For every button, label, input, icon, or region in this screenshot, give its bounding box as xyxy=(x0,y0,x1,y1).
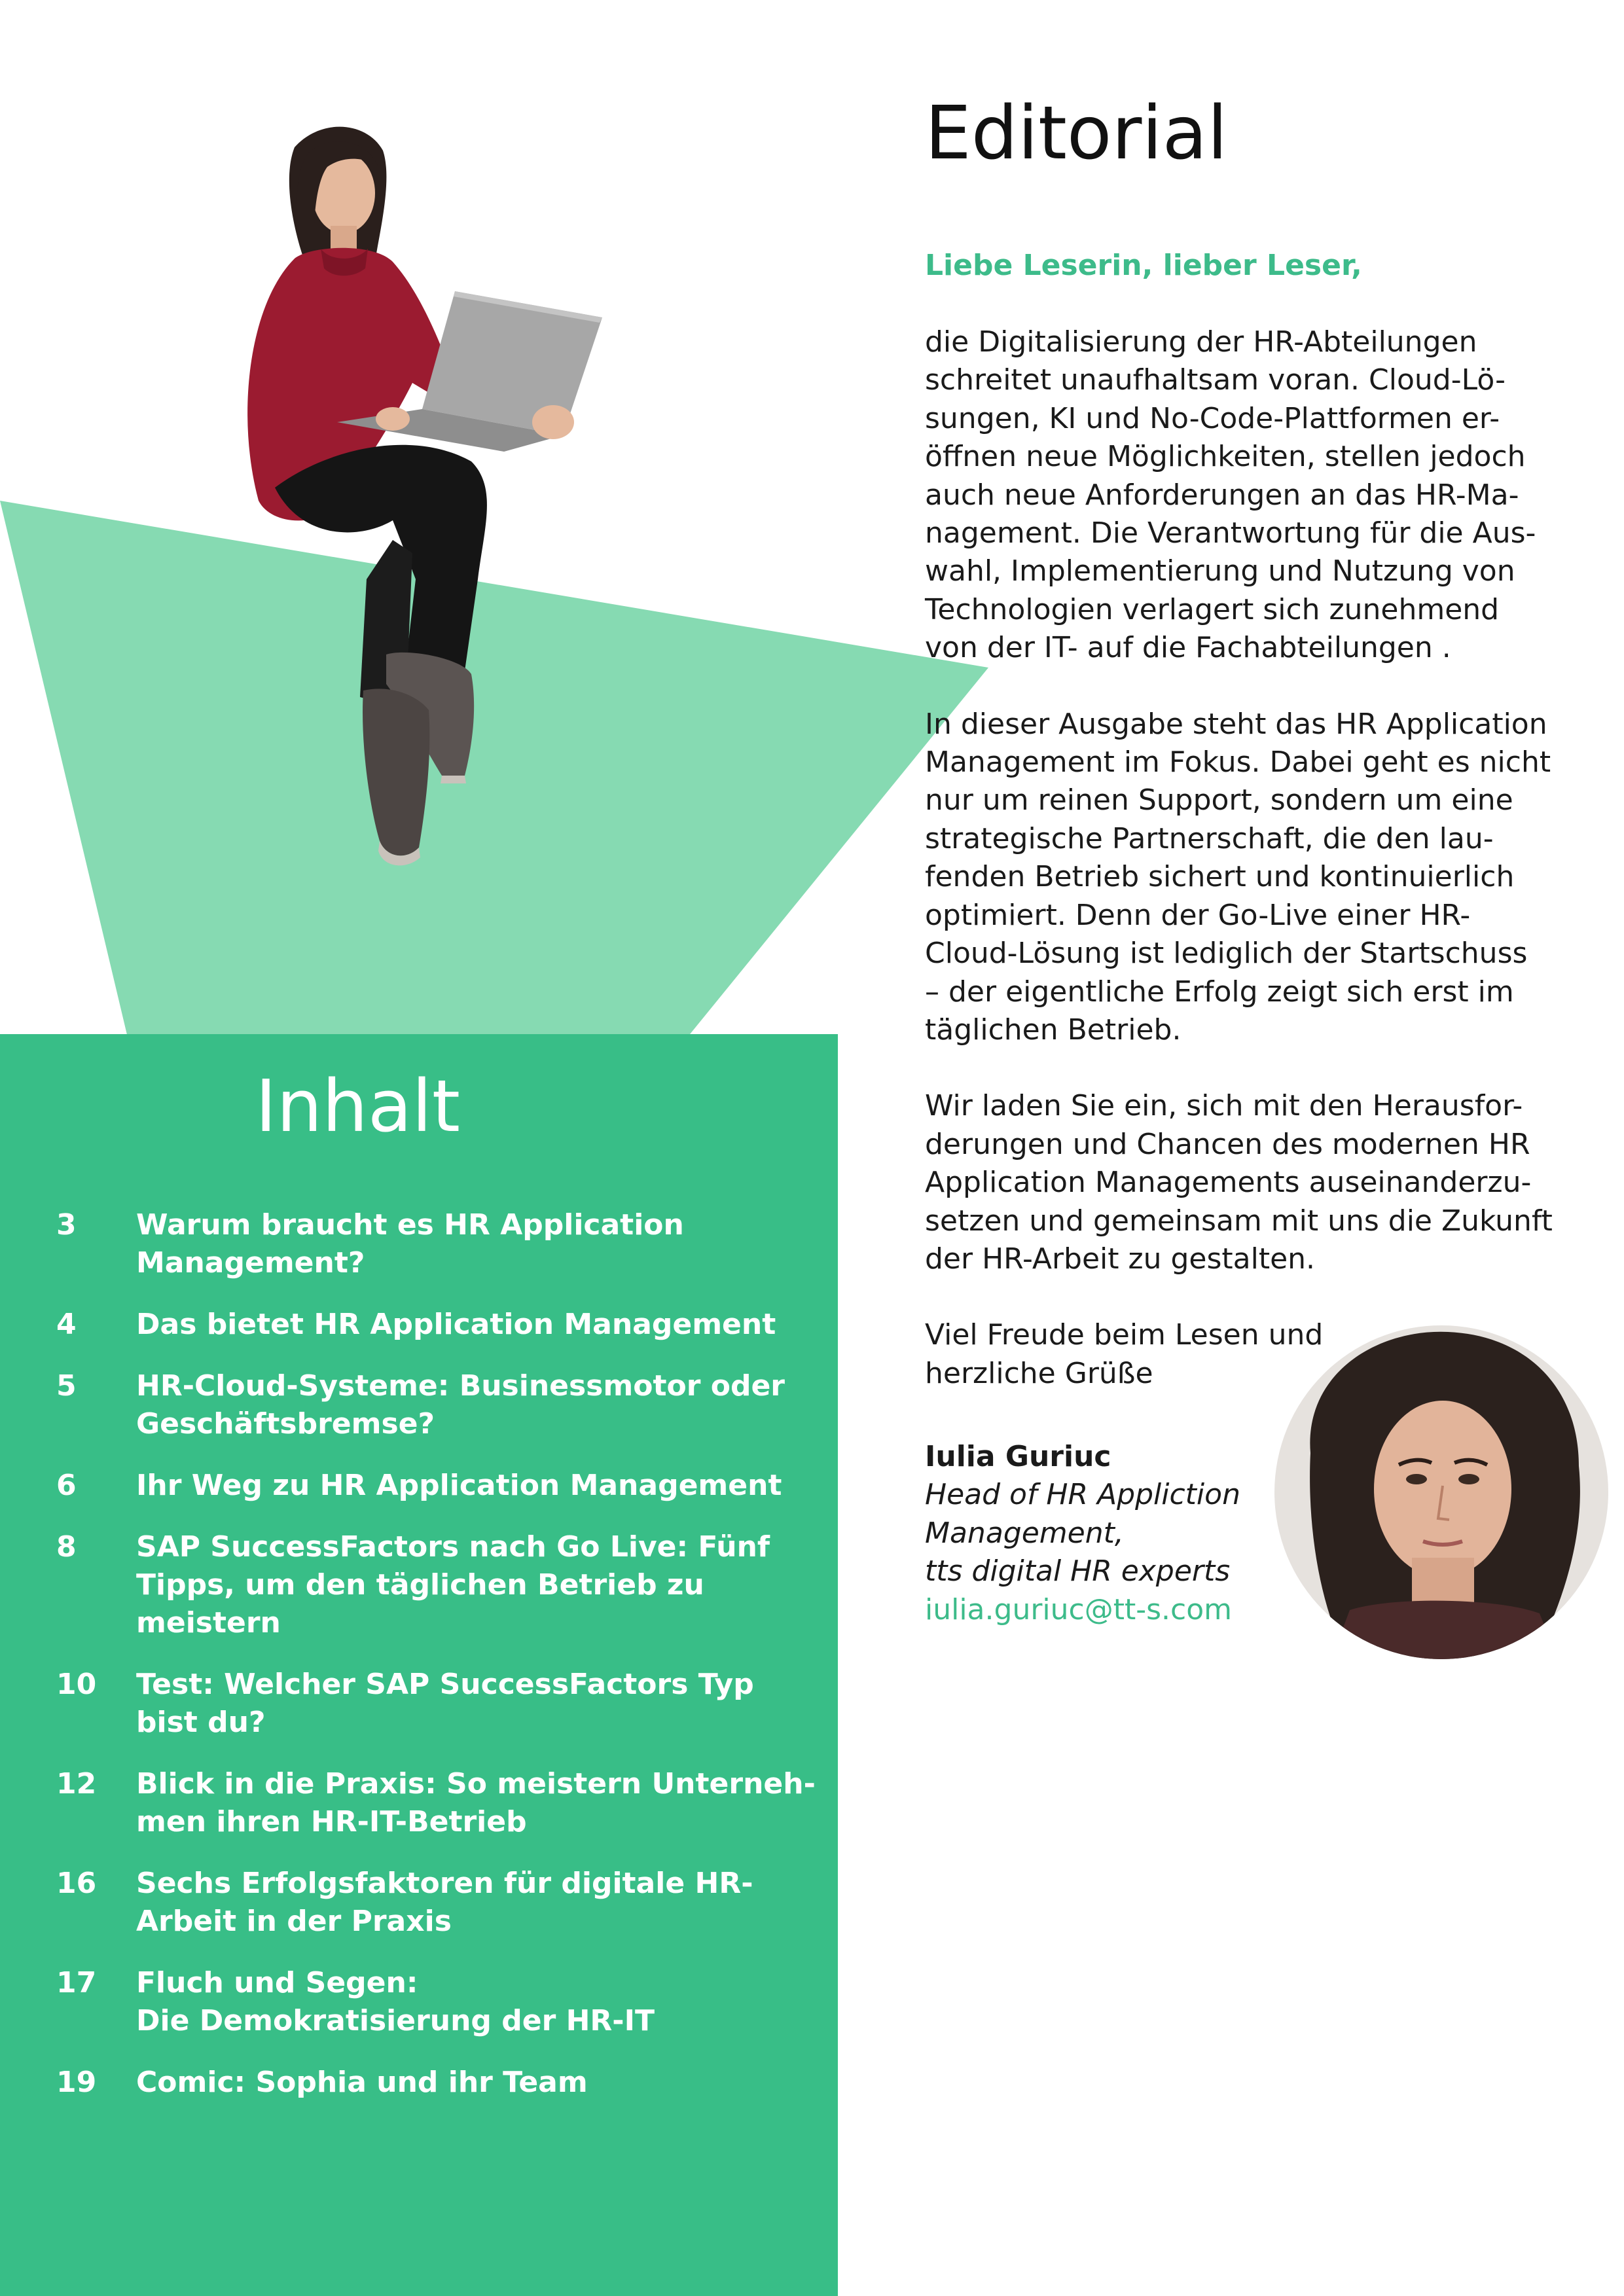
toc-title-line: men ihren HR-IT-Betrieb xyxy=(136,1805,527,1839)
editorial-body xyxy=(925,323,1586,1431)
author-role-line: Head of HR Appliction xyxy=(925,1478,1240,1512)
table-of-contents xyxy=(56,1206,816,2125)
toc-entry[interactable] xyxy=(56,1964,809,2040)
toc-title-line: Geschäftsbremse? xyxy=(136,1407,435,1441)
author-email-link[interactable]: iulia.guriuc@tt-s.com xyxy=(925,1592,1232,1626)
toc-title-line: Comic: Sophia und ihr Team xyxy=(136,2066,588,2099)
text-line: der HR-Arbeit zu gestalten. xyxy=(925,1242,1316,1276)
toc-title xyxy=(136,1306,776,1344)
text-line: täglichen Betrieb. xyxy=(925,1013,1182,1047)
signature-block xyxy=(925,1438,1291,1629)
text-line: nur um reinen Support, sondern um eine xyxy=(925,783,1513,817)
toc-entry[interactable] xyxy=(56,1865,809,1941)
text-line: nagement. Die Verantwortung für die Aus- xyxy=(925,516,1536,550)
toc-page-number: 5 xyxy=(56,1369,77,1403)
salutation: Liebe Leserin, lieber Leser, xyxy=(925,249,1362,282)
toc-title-line: Sechs Erfolgsfaktoren für digitale HR- xyxy=(136,1867,753,1900)
paragraph-invitation xyxy=(925,1087,1586,1278)
toc-title xyxy=(136,1467,782,1505)
toc-title xyxy=(136,1765,816,1841)
text-line: herzliche Grüße xyxy=(925,1356,1153,1390)
text-line: optimiert. Denn der Go-Live einer HR- xyxy=(925,898,1471,932)
text-line: setzen und gemeinsam mit uns die Zukunft xyxy=(925,1204,1553,1238)
toc-entry[interactable] xyxy=(56,1306,809,1344)
toc-title-line: meistern xyxy=(136,1606,281,1640)
text-line: auch neue Anforderungen an das HR-Ma- xyxy=(925,478,1519,512)
toc-title xyxy=(136,1865,753,1941)
toc-title-line: bist du? xyxy=(136,1706,266,1739)
text-line: Application Managements auseinanderzu- xyxy=(925,1166,1532,1200)
toc-title-line: SAP SuccessFactors nach Go Live: Fünf xyxy=(136,1530,770,1564)
toc-page-number: 3 xyxy=(56,1208,77,1242)
toc-title-line: Die Demokratisierung der HR-IT xyxy=(136,2004,655,2037)
toc-title xyxy=(136,1964,655,2040)
toc-title-line: Arbeit in der Praxis xyxy=(136,1905,452,1938)
text-line: die Digitalisierung der HR-Abteilungen xyxy=(925,325,1477,359)
woman-with-laptop-photo xyxy=(196,121,628,880)
toc-entry[interactable] xyxy=(56,1206,809,1282)
text-line: Cloud-Lösung ist lediglich der Startschuss xyxy=(925,937,1528,971)
toc-page-number: 17 xyxy=(56,1966,97,2000)
author-name: Iulia Guriuc xyxy=(925,1440,1111,1473)
toc-entry[interactable] xyxy=(56,1765,816,1841)
text-line: wahl, Implementierung und Nutzung von xyxy=(925,554,1515,588)
toc-entry[interactable] xyxy=(56,1528,809,1642)
text-line: Management im Fokus. Dabei geht es nicht xyxy=(925,745,1551,780)
toc-title-line: Management? xyxy=(136,1246,365,1280)
toc-entry[interactable] xyxy=(56,2064,809,2102)
text-line: sungen, KI und No-Code-Plattformen er- xyxy=(925,401,1500,435)
toc-page-number: 12 xyxy=(56,1767,97,1801)
text-line: Wir laden Sie ein, sich mit den Herausfor- xyxy=(925,1089,1523,1123)
toc-title-line: Test: Welcher SAP SuccessFactors Typ xyxy=(136,1668,754,1701)
toc-title-line: Ihr Weg zu HR Application Management xyxy=(136,1469,782,1502)
paragraph-focus xyxy=(925,706,1586,1050)
text-line: fenden Betrieb sichert und kontinuierlich xyxy=(925,860,1515,894)
text-line: strategische Partnerschaft, die den lau- xyxy=(925,821,1494,855)
toc-entry[interactable] xyxy=(56,1467,809,1505)
editorial-title: Editorial xyxy=(925,91,1228,176)
toc-entry[interactable] xyxy=(56,1367,809,1443)
toc-page-number: 6 xyxy=(56,1469,77,1502)
text-line: von der IT- auf die Fachabteilungen . xyxy=(925,631,1451,665)
toc-title-line: Blick in die Praxis: So meistern Unterneh- xyxy=(136,1767,816,1801)
toc-title xyxy=(136,1666,754,1742)
author-portrait xyxy=(1271,1322,1612,1662)
text-line: Technologien verlagert sich zunehmend xyxy=(925,592,1500,626)
toc-title xyxy=(136,1206,684,1282)
toc-title xyxy=(136,1528,770,1642)
toc-title-line: Das bietet HR Application Management xyxy=(136,1308,776,1341)
toc-title xyxy=(136,1367,785,1443)
toc-page-number: 19 xyxy=(56,2066,97,2099)
paragraph-intro xyxy=(925,323,1586,668)
text-line: In dieser Ausgabe steht das HR Application xyxy=(925,707,1547,741)
text-line: Viel Freude beim Lesen und xyxy=(925,1318,1324,1352)
toc-title-line: Warum braucht es HR Application xyxy=(136,1208,684,1242)
text-line: – der eigentliche Erfolg zeigt sich erst im xyxy=(925,975,1514,1009)
text-line: derungen und Chancen des modernen HR xyxy=(925,1127,1530,1161)
toc-title-line: HR-Cloud-Systeme: Businessmotor oder xyxy=(136,1369,785,1403)
toc-page-number: 16 xyxy=(56,1867,97,1900)
text-line: öffnen neue Möglichkeiten, stellen jedoch xyxy=(925,440,1526,474)
toc-title xyxy=(136,2064,588,2102)
author-role-line: Management, xyxy=(925,1516,1124,1550)
toc-title-line: Tipps, um den täglichen Betrieb zu xyxy=(136,1568,704,1602)
toc-title-line: Fluch und Segen: xyxy=(136,1966,418,2000)
toc-entry[interactable] xyxy=(56,1666,809,1742)
toc-page-number: 4 xyxy=(56,1308,77,1341)
toc-page-number: 10 xyxy=(56,1668,97,1701)
toc-page-number: 8 xyxy=(56,1530,77,1564)
contents-title: Inhalt xyxy=(255,1064,460,1148)
text-line: schreitet unaufhaltsam voran. Cloud-Lö- xyxy=(925,363,1506,397)
author-role-line: tts digital HR experts xyxy=(925,1554,1231,1588)
